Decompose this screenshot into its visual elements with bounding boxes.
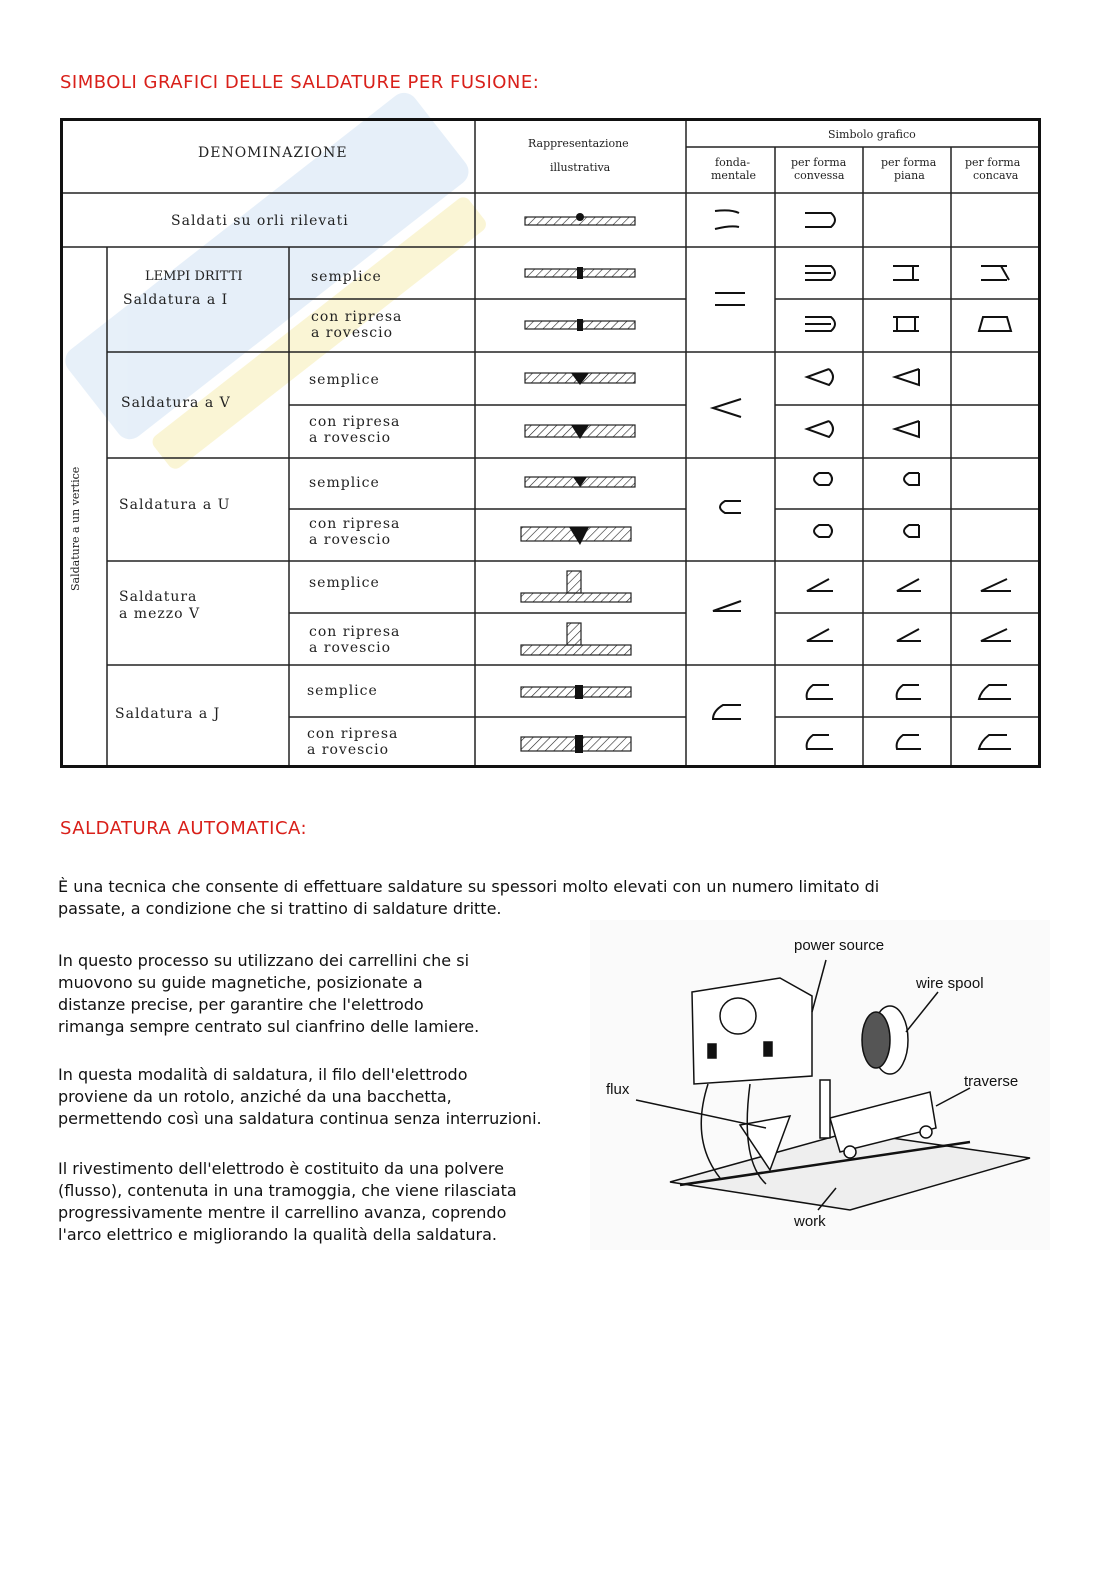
paragraph-line: permettendo così una saldatura continua senza interruzioni. bbox=[58, 1109, 542, 1128]
paragraph-line: proviene da un rotolo, anziché da una bacchetta, bbox=[58, 1087, 452, 1106]
sym-j-concava bbox=[979, 685, 1011, 699]
group-4-sub2-1: con ripresa bbox=[309, 624, 401, 640]
header-convessa-1: per forma bbox=[791, 156, 847, 169]
sym-v-ripresa-convessa bbox=[807, 421, 833, 437]
paragraph-line: In questa modalità di saldatura, il filo dell'elettrodo bbox=[58, 1065, 468, 1084]
sym-u-piana bbox=[904, 473, 919, 485]
paragraph-line: distanze precise, per garantire che l'elettrodo bbox=[58, 995, 424, 1014]
sym-orli-convessa bbox=[805, 213, 835, 227]
sym-u-ripresa-convessa bbox=[814, 525, 832, 537]
meter-icon bbox=[764, 1042, 772, 1056]
sym-u-convessa bbox=[814, 473, 832, 485]
label-work: work bbox=[794, 1213, 826, 1230]
bead bbox=[577, 267, 583, 279]
vertical-label: Saldature a un vertice bbox=[69, 466, 82, 591]
sym-i-concava bbox=[981, 266, 1009, 280]
wheel bbox=[844, 1146, 856, 1158]
section-heading-simboli: SIMBOLI GRAFICI DELLE SALDATURE PER FUSIONE: bbox=[60, 72, 540, 93]
group-3-sub2-1: con ripresa bbox=[309, 516, 401, 532]
weld-symbols-grid bbox=[63, 121, 1038, 765]
paragraph-line: muovono su guide magnetiche, posizionate a bbox=[58, 973, 423, 992]
label-flux: flux bbox=[606, 1081, 630, 1098]
paragraph-rivestimento bbox=[58, 1158, 517, 1246]
sym-i-piana bbox=[893, 266, 919, 280]
header-convessa-2: convessa bbox=[794, 169, 845, 182]
paragraph-line: (flusso), contenuta in una tramoggia, che viene rilasciata bbox=[58, 1181, 517, 1200]
header-illustrativa: illustrativa bbox=[550, 161, 611, 174]
symbols-fondamentale bbox=[713, 210, 745, 719]
group-5-name-1: Saldatura a J bbox=[115, 706, 221, 722]
automatic-welding-diagram bbox=[590, 920, 1050, 1250]
plate-mezzo-v-semplice-upright bbox=[567, 571, 581, 593]
plate-mezzo-v-ripresa bbox=[521, 645, 631, 655]
symbols-forma bbox=[805, 213, 1011, 749]
paragraph-line: Il rivestimento dell'elettrodo è costituito da una polvere bbox=[58, 1159, 504, 1178]
group-2-sub2-2: a rovescio bbox=[309, 430, 392, 446]
paragraph-carrellini bbox=[58, 950, 479, 1038]
header-concava-2: concava bbox=[973, 169, 1019, 182]
header-denominazione: DENOMINAZIONE bbox=[198, 145, 348, 161]
sym-u-ripresa-piana bbox=[904, 525, 919, 537]
sym-mv-convessa bbox=[807, 579, 833, 591]
group-5-sub1: semplice bbox=[307, 683, 378, 699]
sym-i-convessa bbox=[805, 266, 835, 280]
wheel bbox=[920, 1126, 932, 1138]
label-wire-spool: wire spool bbox=[916, 975, 984, 992]
weld-symbols-table bbox=[60, 118, 1041, 768]
group-2-sub1: semplice bbox=[309, 372, 380, 388]
sym-v-convessa bbox=[807, 369, 833, 385]
sym-mv-ripresa-convessa bbox=[807, 629, 833, 641]
group-3-sub2-2: a rovescio bbox=[309, 532, 392, 548]
sym-i-ripresa-convessa bbox=[805, 317, 835, 331]
leader-wire-spool bbox=[906, 992, 938, 1032]
sym-i-ripresa-piana bbox=[893, 317, 919, 331]
symbol-j bbox=[713, 705, 741, 719]
bead bbox=[575, 735, 583, 753]
symbol-orli bbox=[715, 210, 739, 229]
header-piana-2: piana bbox=[894, 169, 925, 182]
paragraph-line: È una tecnica che consente di effettuare saldature su spessori molto elevati con un numero limitato di bbox=[58, 877, 880, 896]
sym-mv-ripresa-piana bbox=[897, 629, 921, 641]
group-5-sub2-2: a rovescio bbox=[307, 742, 390, 758]
sym-v-ripresa-piana bbox=[895, 421, 919, 437]
leader-power-source bbox=[812, 960, 826, 1012]
group-2-name-1: Saldatura a V bbox=[121, 395, 231, 411]
label-power-source: power source bbox=[794, 937, 885, 954]
group-4-name-2: a mezzo V bbox=[119, 606, 201, 622]
group-1-sub2-1: con ripresa bbox=[311, 309, 403, 325]
torch bbox=[820, 1080, 830, 1138]
group-4-sub2-2: a rovescio bbox=[309, 640, 392, 656]
group-3-sub1: semplice bbox=[309, 475, 380, 491]
sym-j-ripresa-piana bbox=[897, 735, 921, 749]
paragraph-line: l'arco elettrico e migliorando la qualità della saldatura. bbox=[58, 1225, 497, 1244]
paragraph-intro bbox=[58, 876, 879, 920]
group-2-sub2-1: con ripresa bbox=[309, 414, 401, 430]
plate-mezzo-v-ripresa-upright bbox=[567, 623, 581, 645]
symbol-v bbox=[713, 399, 741, 417]
dial-icon bbox=[720, 998, 756, 1034]
sym-j-ripresa-concava bbox=[979, 735, 1011, 749]
cable bbox=[701, 1084, 720, 1178]
header-rappresentazione: Rappresentazione bbox=[528, 137, 629, 150]
header-fondamentale-1: fonda- bbox=[715, 156, 751, 169]
bead bbox=[577, 319, 583, 331]
symbol-mezzo-v bbox=[713, 601, 741, 611]
group-1-name-2: Saldatura a I bbox=[123, 292, 229, 308]
sym-i-ripresa-concava bbox=[979, 317, 1011, 331]
sym-mv-ripresa-concava bbox=[981, 629, 1011, 641]
paragraph-line: In questo processo su utilizzano dei carrellini che si bbox=[58, 951, 470, 970]
meter-icon bbox=[708, 1044, 716, 1058]
symbol-u bbox=[720, 501, 741, 513]
sym-j-convessa bbox=[807, 685, 833, 699]
group-4-name-1: Saldatura bbox=[119, 589, 198, 605]
group-1-sub2-2: a rovescio bbox=[311, 325, 394, 341]
group-3-name-1: Saldatura a U bbox=[119, 497, 231, 513]
section-heading-saldatura-automatica: SALDATURA AUTOMATICA: bbox=[60, 818, 308, 839]
leader-traverse bbox=[936, 1088, 970, 1106]
group-1-name-1: LEMPI DRITTI bbox=[145, 269, 243, 284]
plate-mezzo-v-semplice bbox=[521, 593, 631, 602]
power-source-box bbox=[692, 978, 812, 1084]
label-traverse: traverse bbox=[964, 1073, 1019, 1090]
bead bbox=[575, 685, 583, 699]
group-5-sub2-1: con ripresa bbox=[307, 726, 399, 742]
header-piana-1: per forma bbox=[881, 156, 937, 169]
paragraph-line: rimanga sempre centrato sul cianfrino delle lamiere. bbox=[58, 1017, 480, 1036]
sym-j-piana bbox=[897, 685, 921, 699]
sym-mv-concava bbox=[981, 579, 1011, 591]
paragraph-line: progressivamente mentre il carrellino avanza, coprendo bbox=[58, 1203, 507, 1222]
group-1-sub1: semplice bbox=[311, 269, 382, 285]
sym-mv-piana bbox=[897, 579, 921, 591]
header-simbolo-grafico: Simbolo grafico bbox=[828, 128, 916, 141]
group-4-sub1: semplice bbox=[309, 575, 380, 591]
wire-coil bbox=[862, 1012, 890, 1068]
bead bbox=[576, 213, 584, 221]
sym-v-piana bbox=[895, 369, 919, 385]
paragraph-filo bbox=[58, 1064, 542, 1130]
row-orli-label: Saldati su orli rilevati bbox=[171, 213, 349, 229]
paragraph-line: passate, a condizione che si trattino di saldature dritte. bbox=[58, 899, 502, 918]
header-fondamentale-2: mentale bbox=[711, 169, 757, 182]
symbol-i bbox=[715, 293, 745, 305]
header-concava-1: per forma bbox=[965, 156, 1021, 169]
sym-j-ripresa-convessa bbox=[807, 735, 833, 749]
